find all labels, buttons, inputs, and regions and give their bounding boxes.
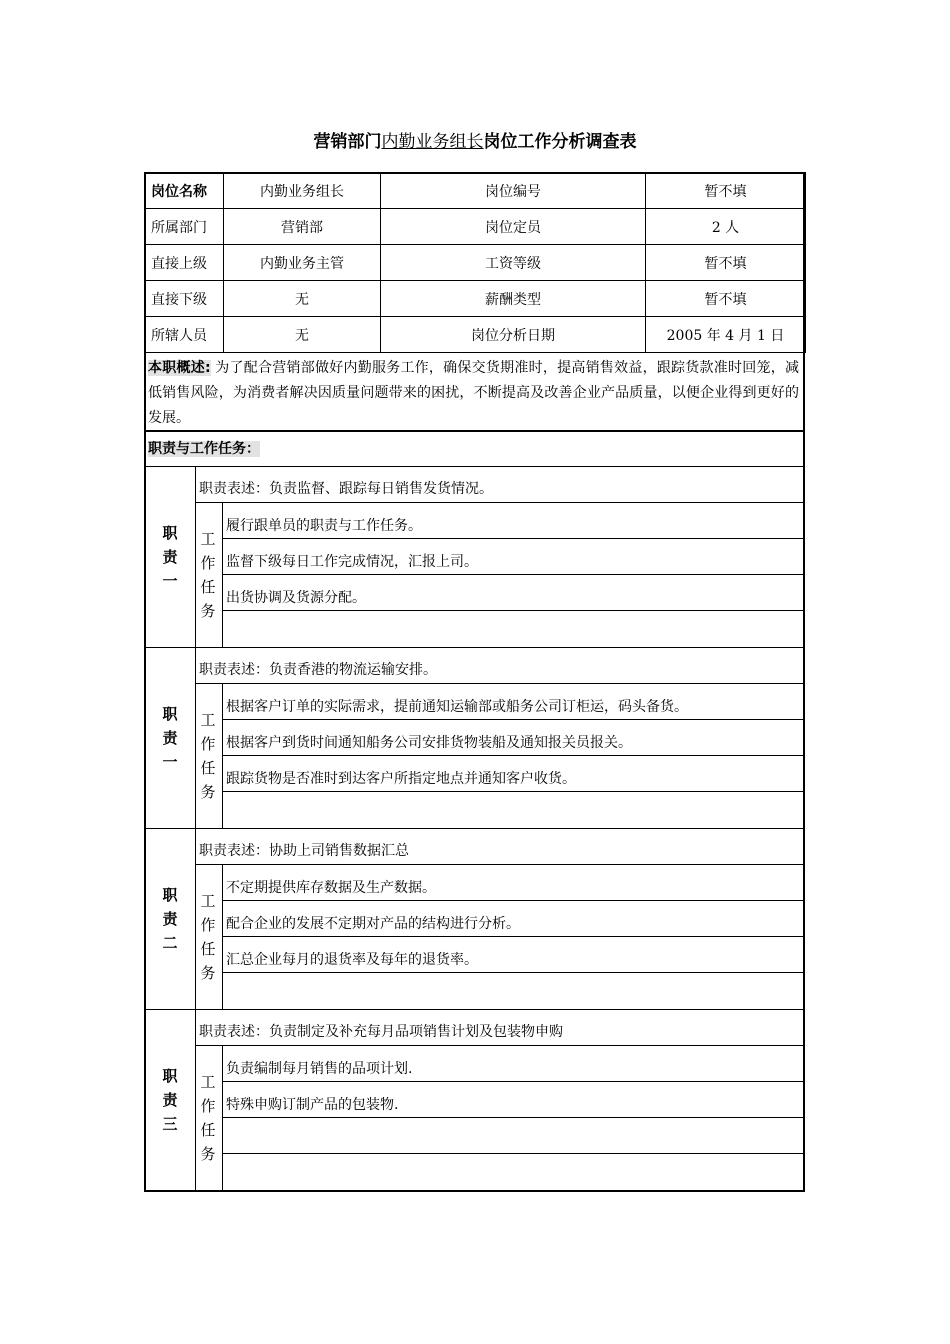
info-value: 暂不填 xyxy=(646,173,806,209)
task-item: 根据客户到货时间通知船务公司安排货物装船及通知报关员报关。 xyxy=(226,735,632,751)
duty-description: 职责表述：负责监督、跟踪每日销售发货情况。 xyxy=(199,481,493,497)
info-value: 内勤业务主管 xyxy=(224,245,381,281)
task-label-char: 务 xyxy=(200,782,216,801)
info-label: 岗位名称 xyxy=(145,173,224,209)
task-label-char: 任 xyxy=(200,577,216,596)
task-label-char: 工 xyxy=(200,529,216,548)
table-frame xyxy=(144,172,805,1192)
task-item: 监督下级每日工作完成情况，汇报上司。 xyxy=(226,554,478,570)
info-label: 所属部门 xyxy=(145,209,224,245)
info-value: 无 xyxy=(224,317,381,353)
info-value: 暂不填 xyxy=(646,281,806,317)
info-label: 岗位编号 xyxy=(381,173,646,209)
duty-label-char: 职 xyxy=(162,885,178,904)
task-item: 不定期提供库存数据及生产数据。 xyxy=(226,880,436,896)
title-dept: 营销部门 xyxy=(313,132,382,152)
info-label: 直接下级 xyxy=(145,281,224,317)
duty-label-char: 责 xyxy=(162,1090,178,1109)
info-label: 工资等级 xyxy=(381,245,646,281)
info-value: 2005 年 4 月 1 日 xyxy=(646,317,806,353)
duty-label-char: 二 xyxy=(162,933,178,952)
info-label: 直接上级 xyxy=(145,245,224,281)
task-item: 履行跟单员的职责与工作任务。 xyxy=(226,518,422,534)
title-position: 内勤业务组长 xyxy=(381,132,484,152)
task-item: 负责编制每月销售的品项计划. xyxy=(226,1061,413,1077)
duty-label-char: 责 xyxy=(162,728,178,747)
title-suffix: 岗位工作分析调查表 xyxy=(483,132,637,152)
task-item: 跟踪货物是否准时到达客户所指定地点并通知客户收货。 xyxy=(226,771,576,787)
duty-label-char: 职 xyxy=(162,704,178,723)
task-label-char: 任 xyxy=(200,939,216,958)
task-item: 汇总企业每月的退货率及每年的退货率。 xyxy=(226,952,478,968)
duty-label-char: 三 xyxy=(162,1114,178,1133)
task-label-char: 务 xyxy=(200,601,216,620)
task-label-char: 作 xyxy=(200,1096,216,1115)
summary-label: 本职概述: xyxy=(148,360,211,376)
info-label: 所辖人员 xyxy=(145,317,224,353)
task-label-char: 作 xyxy=(200,734,216,753)
task-item: 配合企业的发展不定期对产品的结构进行分析。 xyxy=(226,916,520,932)
summary-text: 为了配合营销部做好内勤服务工作，确保交货期准时，提高销售效益，跟踪货款准时回笼，减低销售风险，为消费者解决因质量问题带来的困扰，不断提高及改善企业产品质量，以便企业得到更好的发展。 xyxy=(148,360,800,426)
task-item: 出货协调及货源分配。 xyxy=(226,590,366,606)
duty-label-char: 责 xyxy=(162,547,178,566)
info-label: 岗位分析日期 xyxy=(381,317,646,353)
page-title xyxy=(0,127,950,152)
task-label-char: 工 xyxy=(200,1072,216,1091)
duty-label-char: 一 xyxy=(162,752,178,771)
task-label-char: 务 xyxy=(200,1144,216,1163)
info-value: 内勤业务组长 xyxy=(224,173,381,209)
task-label-char: 务 xyxy=(200,963,216,982)
duty-label-char: 一 xyxy=(162,571,178,590)
task-label-char: 任 xyxy=(200,758,216,777)
duty-label-char: 责 xyxy=(162,909,178,928)
task-item: 根据客户订单的实际需求，提前通知运输部或船务公司订柜运，码头备货。 xyxy=(226,699,688,715)
info-value: 2 人 xyxy=(646,209,806,245)
duty-label-char: 职 xyxy=(162,523,178,542)
info-value: 暂不填 xyxy=(646,245,806,281)
info-label: 岗位定员 xyxy=(381,209,646,245)
section-title: 职责与工作任务： xyxy=(148,441,260,457)
info-value: 无 xyxy=(224,281,381,317)
task-label-char: 作 xyxy=(200,915,216,934)
task-label-char: 任 xyxy=(200,1120,216,1139)
task-label-char: 工 xyxy=(200,710,216,729)
duty-description: 职责表述：负责香港的物流运输安排。 xyxy=(199,662,437,678)
info-value: 营销部 xyxy=(224,209,381,245)
task-item: 特殊申购订制产品的包装物. xyxy=(226,1097,399,1113)
duty-description: 职责表述：负责制定及补充每月品项销售计划及包装物申购 xyxy=(199,1024,563,1040)
info-label: 薪酬类型 xyxy=(381,281,646,317)
duty-label-char: 职 xyxy=(162,1066,178,1085)
task-label-char: 工 xyxy=(200,891,216,910)
task-label-char: 作 xyxy=(200,553,216,572)
duty-description: 职责表述：协助上司销售数据汇总 xyxy=(199,843,409,859)
